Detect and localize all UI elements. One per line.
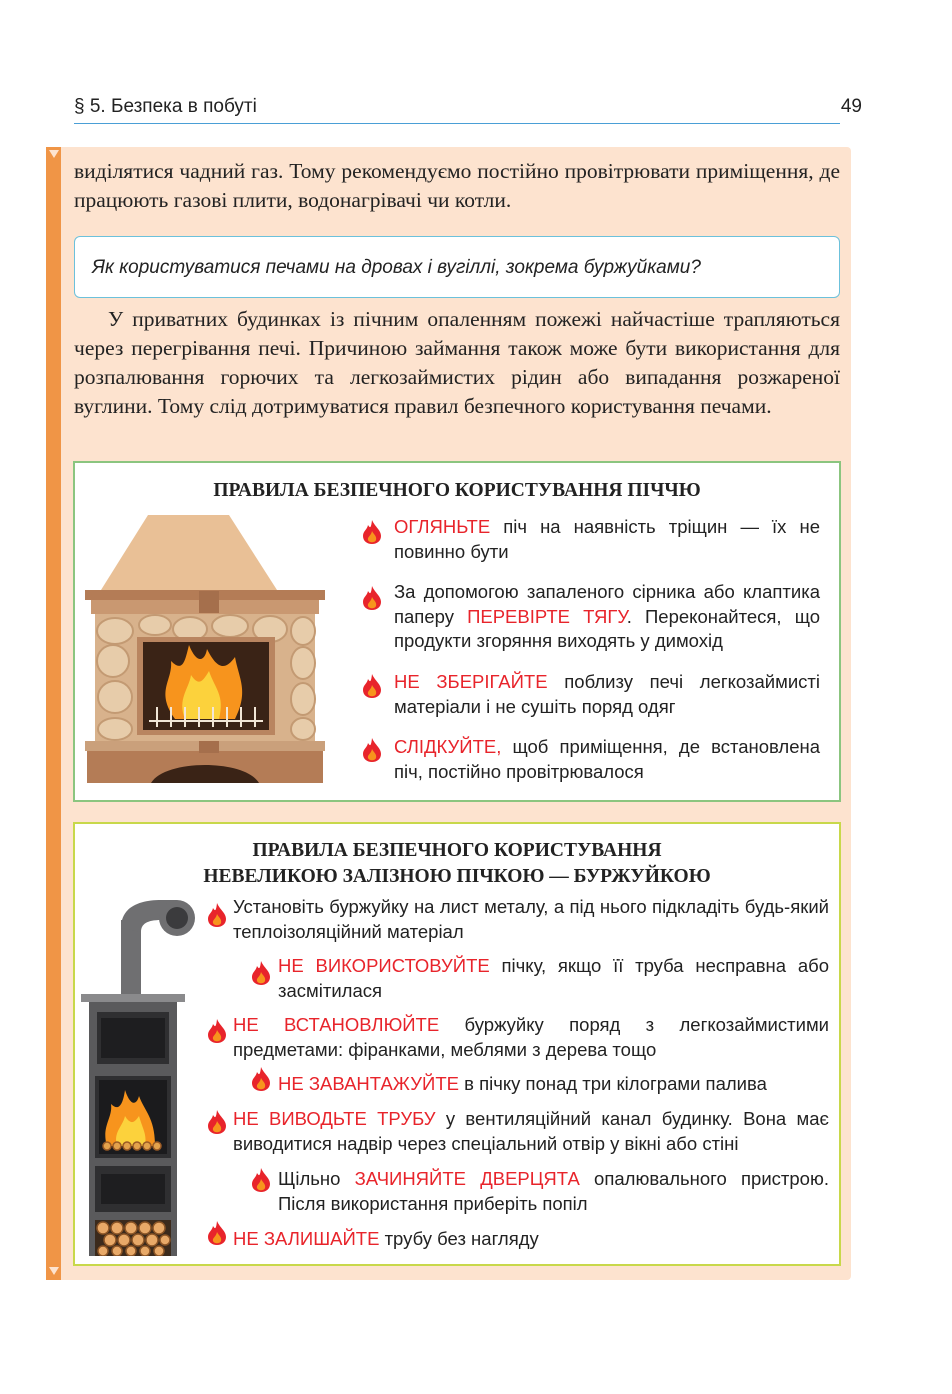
flame-icon: [361, 673, 383, 699]
flame-icon: [250, 1066, 272, 1092]
flame-icon: [206, 902, 228, 928]
side-accent-bar: [46, 147, 61, 1280]
fireplace-rules-box: [73, 461, 841, 802]
main-paragraph: У приватних будинках із пічним опаленням пожежі найчастіше трапляються через перегрівання печі. Причиною займання також може бути використання для розпалювання горючих та легкозаймистих рідин або випадання розжареної вуглини. Тому слід дотримуватися правил безпечного користування печами.: [74, 307, 840, 418]
fireplace-rule-3: НЕ ЗБЕРІГАЙТЕ поблизу печі легкозаймисті матеріали і не сушіть поряд одяг: [394, 671, 820, 717]
burzhuika-rule-4: НЕ ЗАВАНТАЖУЙТЕ в пічку понад три кілограми палива: [278, 1073, 767, 1094]
fireplace-rule-2: За допомогою запаленого сірника або клаптика паперу ПЕРЕВІРТЕ ТЯГУ. Переконайтеся, що продукти згоряння виходять у димохід: [394, 581, 820, 651]
burzhuika-rules-title-line1: ПРАВИЛА БЕЗПЕЧНОГО КОРИСТУВАННЯ: [252, 840, 662, 861]
burzhuika-stove-illustration: [81, 898, 197, 1256]
page-number: 49: [840, 96, 862, 117]
flame-icon: [361, 585, 383, 611]
flame-icon: [361, 519, 383, 545]
burzhuika-rules-box: [73, 822, 841, 1266]
burzhuika-rule-7: НЕ ЗАЛИШАЙТЕ трубу без нагляду: [233, 1228, 539, 1249]
question-box: [74, 236, 840, 298]
burzhuika-rule-2: НЕ ВИКОРИСТОВУЙТЕ пічку, якщо її труба несправна або засмітилася: [278, 955, 830, 1001]
top-marker-icon: [49, 150, 59, 158]
fireplace-illustration: [85, 511, 325, 783]
burzhuika-rule-6: Щільно ЗАЧИНЯЙТЕ ДВЕРЦЯТА опалювального пристрою. Після використання приберіть попіл: [278, 1168, 829, 1214]
intro-paragraph: виділятися чадний газ. Тому рекомендуємо постійно провітрювати приміщення, де працюють газові плити, водонагрівачі чи котли.: [74, 159, 840, 212]
question-text: Як користуватися печами на дровах і вугіллі, зокрема буржуйками?: [92, 257, 701, 278]
fireplace-rule-4: СЛІДКУЙТЕ, щоб приміщення, де встановлена піч, постійно провітрювалося: [394, 736, 820, 782]
fireplace-rule-1: ОГЛЯНЬТЕ піч на наявність тріщин — їх не повинно бути: [394, 516, 820, 562]
burzhuika-rule-5: НЕ ВИВОДЬТЕ ТРУБУ у вентиляційний канал будинку. Вона має виводитися надвір через спеціальний отвір у вікні або стіні: [233, 1108, 829, 1154]
burzhuika-rules-title-line2: НЕВЕЛИКОЮ ЗАЛІЗНОЮ ПІЧКОЮ — БУРЖУЙКОЮ: [203, 866, 711, 887]
flame-icon: [206, 1109, 228, 1135]
page-header: [74, 93, 862, 124]
burzhuika-rule-1: Установіть буржуйку на лист металу, а під нього підкладіть будь-який теплоізоляційний матеріал: [233, 896, 829, 942]
flame-icon: [206, 1018, 228, 1044]
fireplace-rules-title: ПРАВИЛА БЕЗПЕЧНОГО КОРИСТУВАННЯ ПІЧЧЮ: [213, 480, 701, 501]
flame-icon: [250, 1167, 272, 1193]
burzhuika-rule-3: НЕ ВСТАНОВЛЮЙТЕ буржуйку поряд з легкозаймистими предметами: фіранками, меблями з дерева тощо: [233, 1014, 829, 1060]
flame-icon: [206, 1220, 228, 1246]
flame-icon: [250, 960, 272, 986]
bottom-marker-icon: [49, 1267, 59, 1275]
section-title: § 5. Безпека в побуті: [74, 96, 257, 117]
flame-icon: [361, 737, 383, 763]
